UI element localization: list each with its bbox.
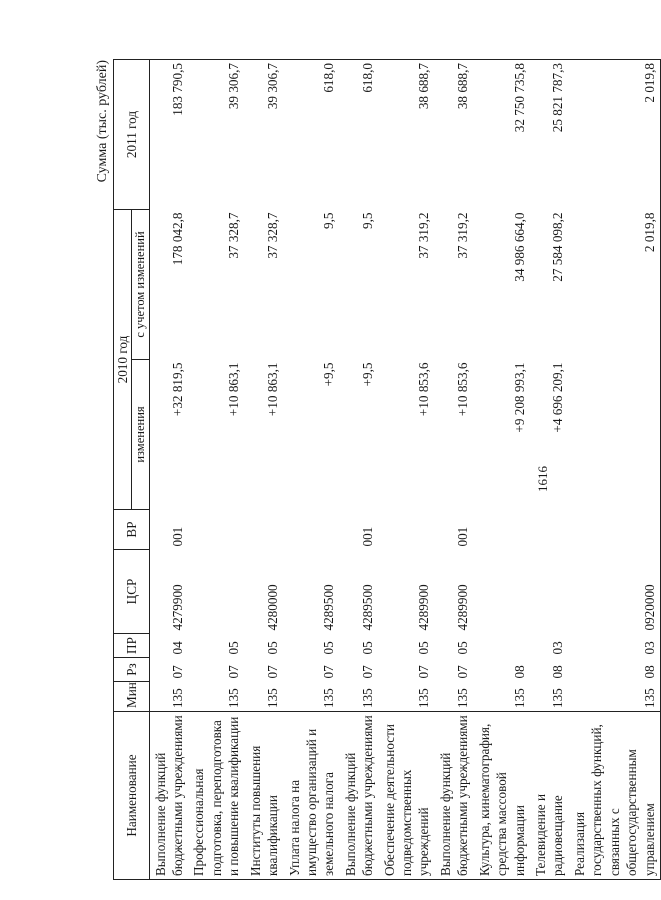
row-min: 135 [321, 688, 337, 708]
row-min: 135 [511, 688, 527, 708]
row-min: 135 [455, 688, 471, 708]
row-pr: 03 [569, 634, 661, 658]
table-row [435, 60, 474, 880]
header-min: Мин [114, 682, 150, 712]
row-2011: 183 790,5 [149, 60, 188, 210]
row-with-changes: 37 319,2 [455, 212, 471, 259]
row-2011: 618,0 [284, 60, 340, 210]
row-changes: +10 863,1 [226, 362, 242, 417]
row-name: Культура, кинематография, средства массовой информации [474, 712, 530, 880]
row-min: 135 [226, 688, 242, 708]
row-2011: 32 750 735,8 [474, 60, 530, 210]
row-2011: 39 306,7 [188, 60, 244, 210]
row-vr [379, 510, 435, 550]
table-body [149, 60, 660, 880]
row-csr: 4289500 [360, 584, 376, 631]
row-name: Телевидение и радиовещание [530, 712, 569, 880]
row-pr: 04 [169, 641, 185, 655]
row-vr: 001 [360, 526, 376, 547]
row-changes: +9,5 [321, 362, 337, 387]
row-name: Выполнение функций бюджетными учреждениями [340, 712, 379, 880]
row-pr: 05 [360, 641, 376, 655]
row-name: Выполнение функций бюджетными учреждениями [435, 712, 474, 880]
row-2011: 618,0 [340, 60, 379, 210]
row-vr [245, 510, 284, 550]
header-year-2010: 2010 год [114, 210, 132, 510]
row-vr [530, 510, 569, 550]
row-rz: 08 [511, 665, 527, 679]
header-rz: Рз [114, 658, 150, 682]
row-rz: 08 [569, 658, 661, 682]
row-rz: 07 [265, 665, 281, 679]
row-with-changes: 9,5 [321, 212, 337, 229]
row-name: Обеспечение деятельности подведомственных учреждений [379, 712, 435, 880]
row-name: Выполнение функций бюджетными учреждениями [149, 712, 188, 880]
table-row [284, 60, 340, 880]
page-number: 1616 [535, 466, 550, 492]
table-row [379, 60, 435, 880]
row-csr [474, 550, 530, 634]
table-row [569, 60, 661, 880]
row-pr: 05 [416, 641, 432, 655]
row-changes: +10 853,6 [416, 362, 432, 417]
row-csr [530, 550, 569, 634]
header-csr: ЦСР [114, 550, 150, 634]
row-2011: 39 306,7 [245, 60, 284, 210]
row-name: Профессиональная подготовка, переподготовка и повышение квалификации [188, 712, 244, 880]
table-row [188, 60, 244, 880]
row-2011: 25 821 787,3 [530, 60, 569, 210]
row-min: 135 [360, 688, 376, 708]
row-with-changes: 2 019,8 [569, 210, 661, 360]
row-pr: 03 [550, 641, 566, 655]
row-csr: 4289500 [321, 584, 337, 631]
row-min: 135 [169, 688, 185, 708]
header-pr: ПР [114, 634, 150, 658]
row-csr [188, 550, 244, 634]
row-name: Институты повышения квалификации [245, 712, 284, 880]
row-rz: 07 [416, 665, 432, 679]
row-changes [569, 360, 661, 510]
row-2011: 2 019,8 [569, 60, 661, 210]
table-header [114, 60, 150, 880]
row-changes: +10 863,1 [265, 362, 281, 417]
row-2011: 38 688,7 [379, 60, 435, 210]
row-2011: 38 688,7 [435, 60, 474, 210]
row-with-changes: 34 986 664,0 [511, 212, 527, 282]
row-changes: +10 853,6 [455, 362, 471, 417]
row-name: Реализация государственных функций, связанных с общегосударственным управлением [569, 712, 661, 880]
table-row [340, 60, 379, 880]
header-with-changes: с учетом изменений [132, 210, 149, 360]
row-with-changes: 37 328,7 [226, 212, 242, 259]
row-with-changes: 37 328,7 [265, 212, 281, 259]
row-min: 135 [569, 682, 661, 712]
row-csr: 4280000 [265, 584, 281, 631]
header-year-2011: 2011 год [114, 60, 150, 210]
row-vr [188, 510, 244, 550]
row-csr: 0920000 [569, 550, 661, 634]
row-with-changes: 27 584 098,2 [550, 212, 566, 282]
row-with-changes: 9,5 [360, 212, 376, 229]
header-changes: изменения [132, 360, 149, 510]
row-csr: 4279900 [169, 584, 185, 631]
row-pr: 05 [321, 641, 337, 655]
row-vr: 001 [455, 526, 471, 547]
row-changes: +4 696 209,1 [550, 362, 566, 433]
header-vr: ВР [114, 510, 150, 550]
row-vr [284, 510, 340, 550]
row-pr: 05 [226, 641, 242, 655]
row-min: 135 [550, 688, 566, 708]
row-vr: 001 [169, 526, 185, 547]
rotated-page [95, 60, 657, 880]
header-name: Наименование [114, 712, 150, 880]
table-row [149, 60, 188, 880]
row-min: 135 [416, 688, 432, 708]
row-pr: 05 [455, 641, 471, 655]
row-rz: 08 [550, 665, 566, 679]
row-rz: 07 [321, 665, 337, 679]
row-changes: +32 819,5 [169, 362, 185, 417]
row-min: 135 [265, 688, 281, 708]
row-rz: 07 [455, 665, 471, 679]
table-row [245, 60, 284, 880]
row-vr [474, 510, 530, 550]
row-csr: 4289900 [455, 584, 471, 631]
table-row [474, 60, 530, 880]
row-csr: 4289900 [416, 584, 432, 631]
row-rz: 07 [226, 665, 242, 679]
row-pr: 05 [265, 641, 281, 655]
row-vr [569, 510, 661, 550]
budget-table [113, 59, 661, 880]
row-with-changes: 37 319,2 [416, 212, 432, 259]
units-label: Сумма (тыс. рублей) [95, 60, 110, 183]
row-changes: +9,5 [360, 362, 376, 387]
row-name: Уплата налога на имущество организаций и земельного налога [284, 712, 340, 880]
table-row [530, 60, 569, 880]
row-rz: 07 [169, 665, 185, 679]
row-with-changes: 178 042,8 [169, 212, 185, 266]
row-rz: 07 [360, 665, 376, 679]
row-changes: +9 208 993,1 [511, 362, 527, 433]
row-pr [474, 634, 530, 658]
